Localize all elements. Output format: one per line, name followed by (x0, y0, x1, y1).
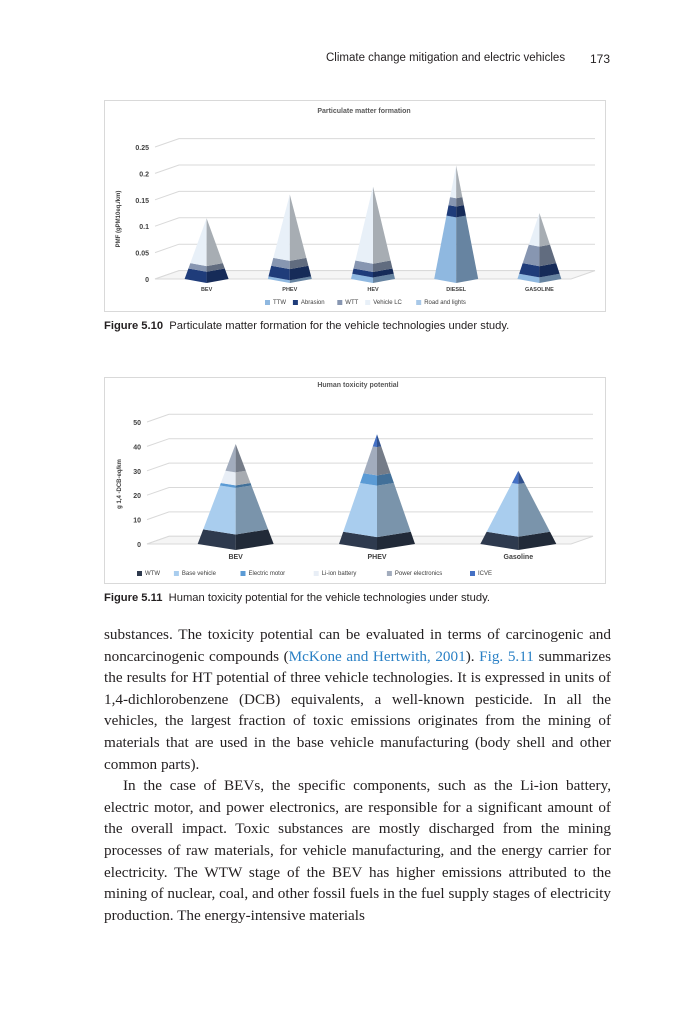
segment-wtt-side (539, 245, 556, 267)
segment-power-electronics-side (236, 444, 246, 472)
y-tick-label: 0.25 (135, 145, 149, 152)
segment-icve (512, 471, 518, 484)
segment-li-ion-battery (221, 471, 236, 486)
pyramid-gasoline (517, 213, 561, 283)
legend-item-road-and-lights (416, 300, 466, 306)
figure-label: Figure 5.11 (104, 592, 163, 604)
segment-vehicle-lc (450, 165, 456, 198)
htp-chart (104, 377, 606, 584)
y-tick-label: 50 (133, 420, 141, 427)
segment-ttw (434, 216, 456, 283)
x-tick-label: PHEV (367, 554, 387, 561)
y-axis-label: PMF (gPM10eq./km) (116, 190, 122, 248)
y-tick-label: 0.05 (135, 250, 149, 258)
x-tick-label: BEV (200, 287, 213, 293)
y-tick-label: 10 (133, 517, 141, 525)
legend-swatch (314, 571, 319, 576)
legend-item-base-vehicle (174, 571, 217, 577)
y-tick-label: 0.15 (135, 197, 149, 205)
text-run: summarizes the results for HT potential of three vehicle technologies. It is expressed in units of 1,4-dichlorobenzene (DCB) equivalents, a well-known pesticide. In all the vehicles, the largest fraction of toxic emissions originates from the mining of materials that are used in the base vehicle manufacturing (body shell and other common parts). (104, 647, 612, 773)
body-text (104, 624, 611, 926)
legend-label: ICVE (478, 571, 493, 577)
segment-abrasion-side (456, 205, 466, 217)
legend-item-power-electronics (387, 571, 442, 577)
legend-label: Base vehicle (181, 571, 216, 577)
figure-link[interactable]: Fig. 5.11 (479, 647, 534, 665)
segment-base-vehicle (203, 485, 235, 534)
running-head (326, 52, 610, 64)
running-head-title: Climate change mitigation and electric vehicles (326, 52, 566, 64)
segment-icve (373, 434, 377, 447)
legend-item-abrasion (293, 300, 325, 306)
legend-item-vehicle-lc (365, 300, 402, 306)
legend-label: Power electronics (394, 571, 443, 577)
x-tick-label: HEV (367, 287, 379, 293)
legend-item-ttw (265, 300, 286, 306)
x-tick-label: PHEV (282, 287, 298, 293)
legend-label: Li-ion battery (321, 571, 357, 577)
legend-label: WTW (145, 571, 160, 577)
pyramid-phev (268, 195, 312, 283)
legend-swatch (387, 571, 392, 576)
page-number: 173 (589, 52, 610, 66)
segment-vehicle-lc-side (207, 218, 223, 266)
segment-power-electronics (225, 444, 235, 472)
segment-icve-side (377, 434, 381, 447)
legend-label: Electric motor (248, 571, 286, 577)
gridline (155, 165, 595, 173)
segment-vehicle-lc-side (373, 187, 391, 264)
segment-base-vehicle (487, 483, 519, 537)
legend-item-wtt (337, 300, 358, 306)
segment-base-vehicle (343, 483, 377, 537)
y-tick-label: 0 (145, 277, 149, 284)
segment-base-vehicle-side (236, 485, 268, 534)
figure-caption-text: Human toxicity potential for the vehicle technologies under study. (168, 592, 490, 604)
y-axis-label: g 1,4 -DCB-eq/km (117, 459, 123, 509)
segment-li-ion-battery-side (236, 471, 251, 486)
pyramid-gasoline (480, 471, 556, 550)
legend-swatch (337, 300, 342, 305)
y-tick-label: 40 (133, 444, 141, 452)
gridline (147, 414, 593, 422)
legend-label: WTT (345, 300, 359, 306)
paragraph: In the case of BEVs, the specific components, such as the Li-ion battery, electric motor, and power electronics, are responsible for a significant amount of the overall impact. Toxic substances are mostly discharged from the mining processes of raw materials, for vehicle manufacturing, and the energy carrier for electricity. The WTW stage of the BEV has higher emissions attributed to the mining of nuclear, coal, and other fossil fuels in the fuel supply stages of electricity production. The energy-intensive materials (104, 777, 611, 924)
legend-item-icve (470, 571, 492, 577)
segment-vehicle-lc-side (456, 165, 462, 198)
legend-label: Road and lights (424, 300, 466, 306)
segment-abrasion (446, 205, 456, 217)
gridline (147, 439, 593, 447)
gridline (155, 139, 595, 147)
legend-swatch (265, 300, 270, 305)
x-tick-label: BEV (228, 554, 243, 561)
paragraph (104, 624, 611, 775)
pmf-chart (104, 100, 606, 312)
segment-ttw-side (456, 216, 478, 283)
legend-item-electric-motor (241, 571, 286, 577)
y-tick-label: 20 (133, 493, 141, 501)
pmf-chart-svg (105, 101, 605, 311)
legend-label: Abrasion (300, 300, 325, 306)
chart-title: Human toxicity potential (317, 382, 399, 389)
legend-item-wtw (137, 571, 160, 577)
segment-vehicle-lc (190, 218, 206, 266)
legend-label: Vehicle LC (373, 300, 402, 306)
segment-vehicle-lc (273, 195, 290, 261)
legend-swatch (293, 300, 298, 305)
pyramid-phev (339, 434, 415, 550)
reference-link[interactable]: McKone and Hertwith, 2001 (288, 647, 466, 665)
pyramid-bev (185, 218, 229, 283)
legend-swatch (174, 571, 179, 576)
x-tick-label: GASOLINE (525, 287, 554, 293)
segment-power-electronics-side (377, 446, 391, 475)
legend-swatch (365, 300, 370, 305)
text-run: substances. The toxicity potential can be evaluated in terms of carcinogenic and noncarcinogenic compounds ( (104, 626, 611, 665)
figure-label: Figure 5.10 (104, 320, 164, 332)
legend-swatch (137, 571, 142, 576)
y-tick-label: 0 (137, 542, 141, 549)
htp-chart-svg (105, 378, 605, 583)
segment-base-vehicle-side (518, 483, 550, 537)
segment-icve-side (518, 471, 524, 484)
pyramid-bev (198, 444, 274, 550)
legend-swatch (416, 300, 421, 305)
segment-wtt (449, 197, 457, 206)
x-tick-label: Gasoline (503, 554, 534, 561)
pyramid-diesel (434, 165, 478, 283)
y-tick-label: 0.2 (139, 171, 149, 179)
legend-swatch (241, 571, 246, 576)
chart-title: Particulate matter formation (317, 108, 411, 115)
segment-vehicle-lc-side (290, 195, 307, 261)
legend-label: TTW (273, 300, 286, 306)
legend-swatch (470, 571, 475, 576)
legend-item-li-ion-battery (314, 571, 357, 577)
text-run: ). (465, 647, 480, 665)
y-tick-label: 30 (133, 468, 141, 476)
figure-caption-text: Particulate matter formation for the vehicle technologies under study. (169, 320, 510, 332)
x-tick-label: DIESEL (446, 287, 467, 293)
segment-power-electronics (363, 446, 377, 475)
segment-wtt-side (456, 197, 464, 206)
segment-base-vehicle-side (377, 483, 411, 537)
pyramid-hev (351, 187, 395, 283)
segment-wtt (523, 245, 540, 267)
figure-caption-5-10 (104, 320, 604, 332)
segment-vehicle-lc (355, 187, 373, 264)
figure-caption-5-11 (104, 592, 604, 604)
y-tick-label: 0.1 (139, 224, 149, 232)
